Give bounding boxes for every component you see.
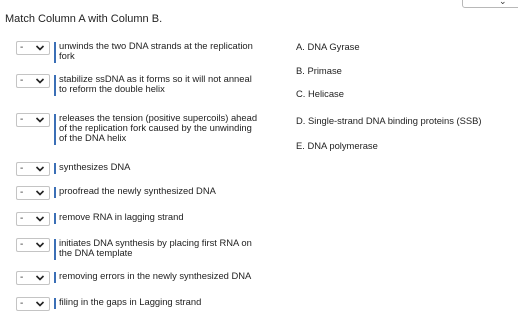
chevron-down-icon <box>35 241 45 249</box>
column-b-text: DNA polymerase <box>307 140 378 151</box>
chevron-down-icon <box>35 189 45 197</box>
select-value: - <box>20 42 24 53</box>
select-value: - <box>20 163 24 174</box>
answer-select[interactable] <box>16 271 50 285</box>
row-accent-bar <box>54 239 56 260</box>
row-accent-bar <box>54 272 56 283</box>
chevron-down-icon <box>35 77 45 85</box>
row-accent-bar <box>54 187 56 198</box>
column-b-item <box>296 89 344 99</box>
answer-select[interactable] <box>16 186 50 200</box>
chevron-down-icon: ⌄ <box>499 0 507 6</box>
column-a-text: stabilize ssDNA as it forms so it will not anneal to reform the double helix <box>59 73 252 94</box>
column-b-item <box>296 66 342 76</box>
chevron-down-icon <box>35 274 45 282</box>
select-value: - <box>20 187 24 198</box>
select-value: - <box>20 213 24 224</box>
chevron-down-icon <box>35 215 45 223</box>
column-b-text: Single-strand DNA binding proteins (SSB) <box>307 115 482 126</box>
row-accent-bar <box>54 114 56 145</box>
column-b-letter: E. <box>296 140 305 151</box>
select-value: - <box>20 272 24 283</box>
answer-select[interactable] <box>16 212 50 226</box>
answer-select[interactable] <box>16 41 50 55</box>
column-a-text: unwinds the two DNA strands at the replication fork <box>59 40 253 61</box>
select-value: - <box>20 114 24 125</box>
select-value: - <box>20 239 24 250</box>
column-b-text: DNA Gyrase <box>307 41 360 52</box>
row-accent-bar <box>54 213 56 224</box>
answer-select[interactable] <box>16 297 50 311</box>
row-accent-bar <box>54 75 56 96</box>
answer-select[interactable] <box>16 162 50 176</box>
row-accent-bar <box>54 298 56 309</box>
column-b-item <box>296 116 482 126</box>
select-value: - <box>20 75 24 86</box>
column-b-letter: A. <box>296 41 305 52</box>
answer-select[interactable] <box>16 238 50 252</box>
top-right-control[interactable] <box>462 0 518 8</box>
row-accent-bar <box>54 163 56 174</box>
column-b-item <box>296 42 360 52</box>
column-a-text: initiates DNA synthesis by placing first RNA on the DNA template <box>59 237 252 258</box>
column-a-text: filing in the gaps in Lagging strand <box>59 296 202 307</box>
chevron-down-icon <box>35 44 45 52</box>
column-b-text: Primase <box>307 65 342 76</box>
column-a-text: proofread the newly synthesized DNA <box>59 185 216 196</box>
column-a-text: releases the tension (positive supercoils) ahead of the replication fork caused by the unwinding of the DNA helix <box>59 112 258 143</box>
column-a-text: removing errors in the newly synthesized DNA <box>59 270 252 281</box>
answer-select[interactable] <box>16 74 50 88</box>
chevron-down-icon <box>35 116 45 124</box>
column-b-text: Helicase <box>307 88 344 99</box>
select-value: - <box>20 298 24 309</box>
column-b-letter: C. <box>296 88 306 99</box>
row-accent-bar <box>54 42 56 63</box>
column-a-text: remove RNA in lagging strand <box>59 211 184 222</box>
column-a-text: synthesizes DNA <box>59 161 131 172</box>
column-b-letter: B. <box>296 65 305 76</box>
answer-select[interactable] <box>16 113 50 127</box>
chevron-down-icon <box>35 300 45 308</box>
chevron-down-icon <box>35 165 45 173</box>
question-title: Match Column A with Column B. <box>5 13 163 25</box>
column-b-letter: D. <box>296 115 306 126</box>
column-b-item <box>296 141 378 151</box>
